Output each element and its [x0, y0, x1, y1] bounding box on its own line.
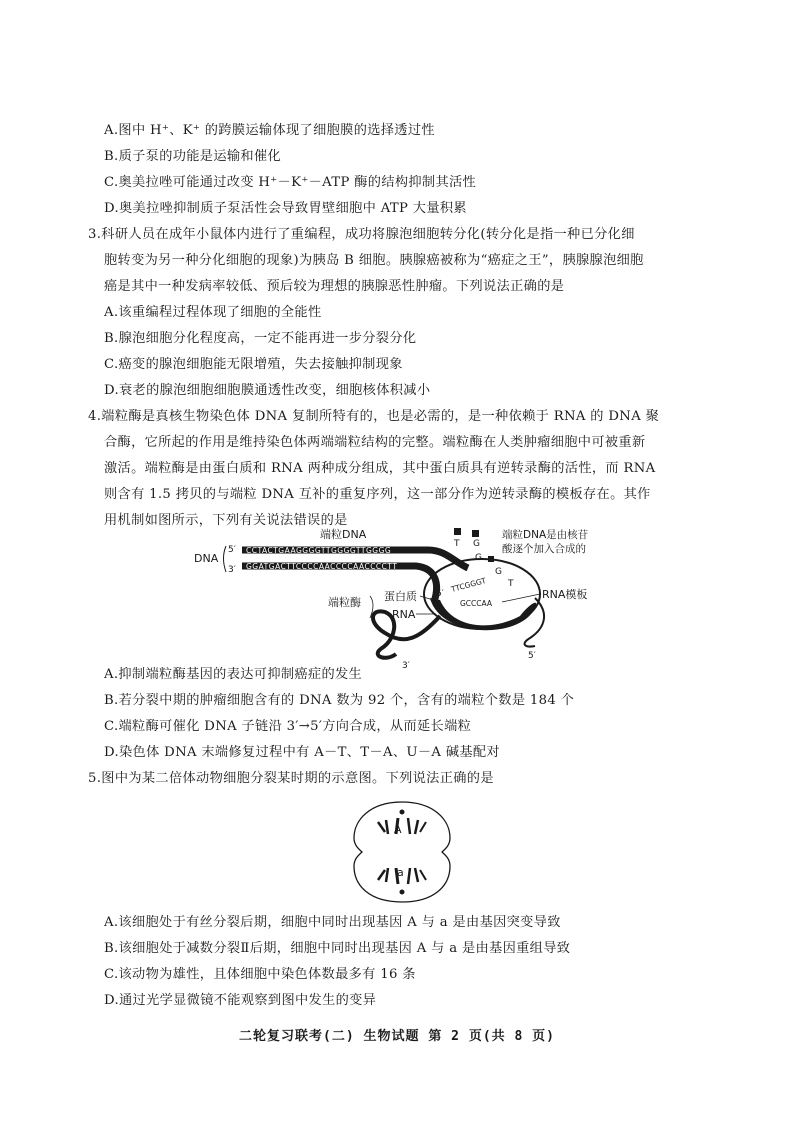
- page-footer: 二轮复习联考(二) 生物试题 第 2 页(共 8 页): [239, 1029, 555, 1044]
- q4-stem-line3: 激活。端粒酶是由蛋白质和 RNA 两种成分组成，其中蛋白质具有逆转录酶的活性，而 RNA: [104, 461, 656, 476]
- label-note-1: 端粒DNA是由核苷: [502, 529, 589, 541]
- q4-stem-line1: 4.端粒酶是真核生物染色体 DNA 复制所特有的，也是必需的，是一种依赖于 RNA 的 DNA 聚: [88, 409, 660, 424]
- label-5prime-inner: 5′: [436, 589, 444, 599]
- incoming-nucleotide-3: [488, 556, 494, 562]
- q4-option-b: B.若分裂中期的肿瘤细胞含有的 DNA 数为 92 个，含有的端粒个数是 184 个: [104, 693, 575, 708]
- upper-chromosomes: [378, 810, 426, 834]
- q4-option-a: A.抑制端粒酶基因的表达可抑制癌症的发生: [104, 667, 363, 682]
- q5-stem: 5.图中为某二倍体动物细胞分裂某时期的示意图。下列说法正确的是: [88, 771, 494, 786]
- label-telomerase: 端粒酶: [328, 596, 361, 609]
- label-rna-template: RNA模板: [542, 588, 588, 601]
- q2-option-b: B.质子泵的功能是运输和催化: [104, 149, 282, 164]
- q5-option-b: B.该细胞处于减数分裂Ⅱ后期，细胞中同时出现基因 A 与 a 是由基因重组导致: [104, 941, 571, 956]
- q4-option-c: C.端粒酶可催化 DNA 子链沿 3′→5′方向合成，从而延长端粒: [104, 719, 472, 734]
- label-telomere-dna: 端粒DNA: [320, 528, 367, 541]
- label-3prime-left: 3′: [228, 565, 236, 575]
- top-strand-seq: CCTACTGAAGGGGTTGGGGTTGGGG: [246, 546, 392, 555]
- q3-option-d: D.衰老的腺泡细胞细胞膜通透性改变，细胞核体积减小: [104, 383, 431, 398]
- q2-option-d: D.奥美拉唑抑制质子泵活性会导致胃壁细胞中 ATP 大量积累: [104, 201, 467, 216]
- q3-stem-line3: 癌是其中一种发病率较低、预后较为理想的胰腺恶性肿瘤。下列说法正确的是: [104, 279, 565, 294]
- q3-option-b: B.腺泡细胞分化程度高，一定不能再进一步分裂分化: [104, 331, 417, 346]
- q3-stem-line2: 胞转变为另一种分化细胞的现象)为胰岛 B 细胞。胰腺癌被称为“癌症之王”，胰腺腺泡细胞: [104, 253, 644, 268]
- label-dna: DNA: [194, 552, 219, 565]
- q4-stem-line5: 用机制如图所示，下列有关说法错误的是: [104, 513, 348, 528]
- nuc-g3: G: [495, 567, 502, 577]
- label-rna: RNA: [392, 608, 416, 621]
- label-3prime-bottom: 3′: [402, 661, 410, 671]
- q2-option-a: A.图中 H⁺、K⁺ 的跨膜运输体现了细胞膜的选择透过性: [104, 123, 435, 138]
- label-5prime-bottom: 5′: [528, 651, 536, 661]
- q5-option-c: C.该动物为雄性，且体细胞中染色体数最多有 16 条: [104, 967, 416, 982]
- q2-option-c: C.奥美拉唑可能通过改变 H⁺－K⁺－ATP 酶的结构抑制其活性: [104, 175, 477, 190]
- q4-stem-line2: 合酶，它所起的作用是维持染色体两端端粒结构的完整。端粒酶在人类肿瘤细胞中可被重新: [104, 435, 646, 450]
- label-protein: 蛋白质: [384, 590, 417, 603]
- incoming-nucleotide-1: [454, 528, 461, 535]
- gene-a-label: a: [397, 866, 404, 879]
- nuc-t2: T: [508, 579, 514, 589]
- q4-stem-line4: 则含有 1.5 拷贝的与端粒 DNA 互补的重复序列，这一部分作为逆转录酶的模板存在。其作: [104, 487, 651, 502]
- q5-option-d: D.通过光学显微镜不能观察到图中发生的变异: [104, 993, 377, 1008]
- q3-stem-line1: 3.科研人员在成年小鼠体内进行了重编程，成功将腺泡细胞转分化(转分化是指一种已分化细: [88, 227, 635, 242]
- q3-option-c: C.癌变的腺泡细胞能无限增殖，失去接触抑制现象: [104, 357, 403, 372]
- nuc-g1: G: [473, 539, 480, 549]
- nuc-t1: T: [454, 539, 460, 549]
- q4-option-d: D.染色体 DNA 末端修复过程中有 A－T、T－A、U－A 碱基配对: [104, 745, 500, 760]
- q5-option-a: A.该细胞处于有丝分裂后期，细胞中同时出现基因 A 与 a 是由基因突变导致: [104, 915, 561, 930]
- template-seq: GCCCAA: [460, 599, 492, 608]
- telomerase-diagram: [190, 528, 620, 678]
- dna-brace: [224, 546, 227, 572]
- inner-seq: TTCGGGT: [450, 576, 487, 594]
- bottom-strand-seq: GGATGACTTCCCCAACCCCAACCCCTT: [246, 562, 398, 571]
- cell-division-diagram: [352, 800, 452, 904]
- cell-outline: [354, 802, 450, 902]
- gene-A-label: A: [394, 823, 402, 836]
- q3-option-a: A.该重编程过程体现了细胞的全能性: [104, 305, 322, 320]
- template-pointer: [502, 594, 540, 602]
- label-note-2: 酸逐个加入合成的: [502, 543, 586, 555]
- label-5prime-left: 5′: [228, 545, 236, 555]
- incoming-nucleotide-2: [472, 530, 479, 537]
- nuc-g2: G: [475, 553, 482, 563]
